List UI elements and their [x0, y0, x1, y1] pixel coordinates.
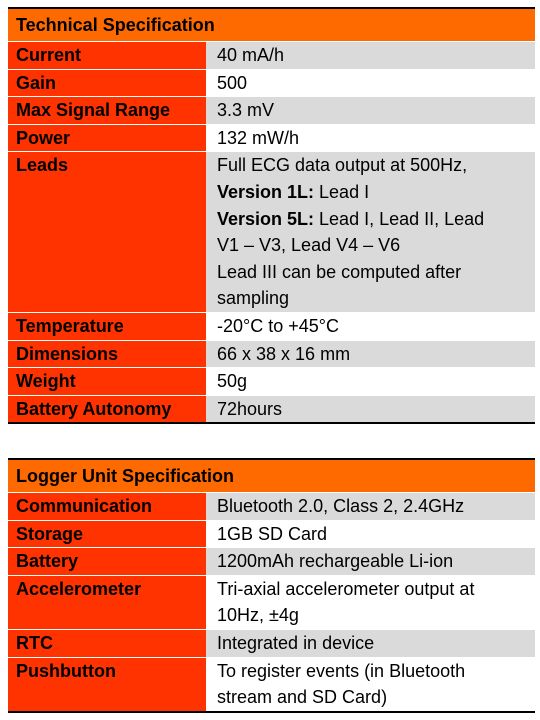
spec-label: Gain [8, 69, 206, 97]
spec-label: Current [8, 42, 206, 70]
leads-line [217, 179, 529, 206]
spec-value: 66 x 38 x 16 mm [206, 340, 535, 368]
spec-label: RTC [8, 629, 206, 657]
version-1l-value: Lead I [314, 181, 370, 202]
table-row [8, 368, 535, 396]
technical-spec-table [8, 7, 535, 424]
spec-label: Weight [8, 368, 206, 396]
version-1l-label: Version 1L: [217, 181, 315, 202]
accelerometer-line: 10Hz, ±4g [217, 605, 299, 626]
pushbutton-line: stream and SD Card) [217, 687, 388, 708]
spec-value: Bluetooth 2.0, Class 2, 2.4GHz [206, 493, 535, 521]
table-row [8, 493, 535, 521]
spec-label: Power [8, 124, 206, 152]
version-5l-label: Version 5L: [217, 208, 315, 229]
spec-value: -20°C to +45°C [206, 312, 535, 340]
table-row [8, 42, 535, 70]
table-row [8, 395, 535, 423]
spec-value: 3.3 mV [206, 97, 535, 125]
leads-line: V1 – V3, Lead V4 – V6 [217, 235, 401, 256]
spec-value: 72hours [206, 395, 535, 423]
leads-line: Lead III can be computed after [217, 261, 462, 282]
version-5l-value: Lead I, Lead II, Lead [314, 208, 485, 229]
logger-spec-table [8, 458, 535, 713]
accelerometer-line: Tri-axial accelerometer output at [217, 578, 475, 599]
spec-value: 132 mW/h [206, 124, 535, 152]
spec-label: Temperature [8, 312, 206, 340]
spec-label: Leads [8, 152, 206, 313]
technical-spec-title: Technical Specification [8, 8, 535, 42]
spec-value: 1200mAh rechargeable Li-ion [206, 548, 535, 576]
spec-label: Accelerometer [8, 575, 206, 629]
table-row [8, 520, 535, 548]
table-row [8, 124, 535, 152]
table-row [8, 97, 535, 125]
spec-value: 500 [206, 69, 535, 97]
spec-label: Storage [8, 520, 206, 548]
table-row [8, 69, 535, 97]
spec-label: Battery Autonomy [8, 395, 206, 423]
table-row [8, 312, 535, 340]
spec-label: Dimensions [8, 340, 206, 368]
leads-line: Full ECG data output at 500Hz, [217, 155, 468, 176]
table-row [8, 548, 535, 576]
spec-value [206, 657, 535, 712]
table-row [8, 152, 535, 313]
pushbutton-line: To register events (in Bluetooth [217, 660, 466, 681]
spec-label: Pushbutton [8, 657, 206, 712]
spec-value: 1GB SD Card [206, 520, 535, 548]
spec-value [206, 152, 535, 313]
spec-value: Integrated in device [206, 629, 535, 657]
spec-value [206, 575, 535, 629]
spec-label: Communication [8, 493, 206, 521]
table-row [8, 629, 535, 657]
spec-value: 40 mA/h [206, 42, 535, 70]
table-row [8, 575, 535, 629]
logger-spec-title: Logger Unit Specification [8, 459, 535, 493]
spec-label: Battery [8, 548, 206, 576]
leads-line [217, 206, 529, 233]
spec-label: Max Signal Range [8, 97, 206, 125]
spec-value: 50g [206, 368, 535, 396]
table-row [8, 657, 535, 712]
table-row [8, 340, 535, 368]
leads-line: sampling [217, 288, 290, 309]
